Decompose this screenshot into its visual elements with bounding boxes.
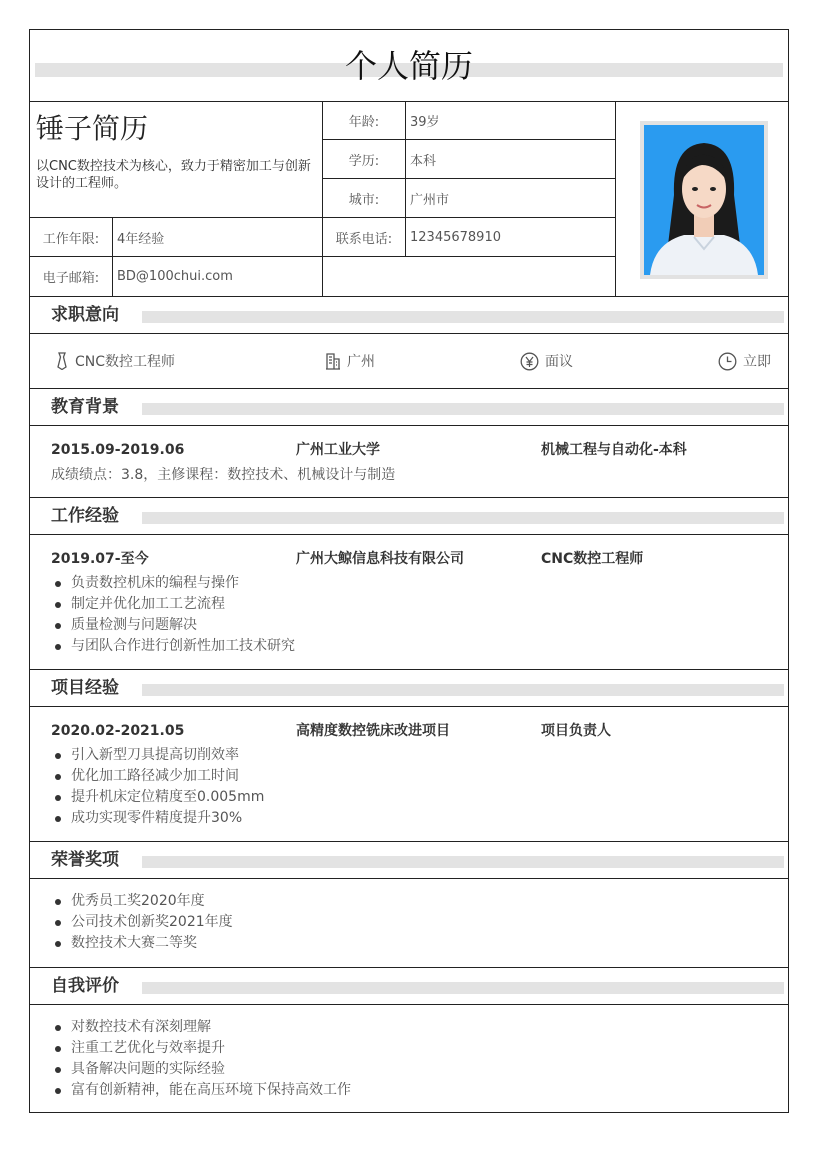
list-item: 注重工艺优化与效率提升 — [51, 1038, 351, 1059]
phone-label: 联系电话: — [323, 218, 406, 257]
intent-decor-bar — [142, 311, 784, 323]
self-items — [51, 1017, 351, 1101]
resume-name: 锤子简历 — [36, 112, 149, 145]
list-item: 提升机床定位精度至0.005mm — [51, 787, 264, 808]
page-title: 个人简历 — [344, 47, 473, 85]
email-label: 电子邮箱: — [30, 257, 113, 296]
age-value: 39岁 — [406, 101, 616, 140]
self-body — [30, 1005, 788, 1112]
project-items — [51, 745, 264, 829]
education-major: 机械工程与自动化-本科 — [541, 442, 687, 458]
list-item: 具备解决问题的实际经验 — [51, 1059, 351, 1080]
project-heading: 项目经验 — [51, 678, 119, 698]
yen-icon — [520, 352, 539, 371]
list-item: 质量检测与问题解决 — [51, 615, 295, 636]
education-school: 广州工业大学 — [296, 442, 380, 458]
work-duties — [51, 573, 295, 657]
honors-decor-bar — [142, 856, 784, 868]
profile-info — [30, 101, 788, 297]
list-item: 制定并优化加工工艺流程 — [51, 594, 295, 615]
work-role: CNC数控工程师 — [541, 551, 644, 567]
resume-sheet — [29, 29, 789, 1113]
intent-availability — [718, 351, 771, 371]
title-row — [30, 30, 788, 102]
clock-icon — [718, 352, 737, 371]
self-decor-bar — [142, 982, 784, 994]
education-section-header — [30, 388, 788, 426]
list-item: 富有创新精神，能在高压环境下保持高效工作 — [51, 1080, 351, 1101]
intent-heading: 求职意向 — [51, 305, 119, 325]
list-item: 引入新型刀具提高切削效率 — [51, 745, 264, 766]
honors-body — [30, 879, 788, 968]
building-icon — [325, 352, 341, 370]
intent-availability-text: 立即 — [743, 354, 771, 370]
city-label: 城市: — [323, 179, 406, 218]
intent-position-text: CNC数控工程师 — [75, 354, 176, 370]
tie-icon — [55, 352, 69, 370]
education-body — [30, 426, 788, 498]
project-decor-bar — [142, 684, 784, 696]
honors-section-header — [30, 841, 788, 879]
intent-section-header — [30, 296, 788, 334]
work-section-header — [30, 497, 788, 535]
empty-cell — [323, 257, 616, 296]
intent-city-text: 广州 — [347, 354, 375, 370]
city-value: 广州市 — [406, 179, 616, 218]
work-decor-bar — [142, 512, 784, 524]
honors-items — [51, 891, 233, 954]
name-cell — [30, 101, 323, 218]
list-item: 负责数控机床的编程与操作 — [51, 573, 295, 594]
project-body — [30, 707, 788, 842]
email-value: BD@100chui.com — [113, 257, 323, 296]
intent-salary-text: 面议 — [545, 354, 573, 370]
honors-heading: 荣誉奖项 — [51, 850, 119, 870]
list-item: 公司技术创新奖2021年度 — [51, 912, 233, 933]
project-period: 2020.02-2021.05 — [51, 723, 185, 739]
list-item: 对数控技术有深刻理解 — [51, 1017, 351, 1038]
list-item: 与团队合作进行创新性加工技术研究 — [51, 636, 295, 657]
photo-cell — [616, 101, 788, 296]
work-period: 2019.07-至今 — [51, 551, 149, 567]
project-name: 高精度数控铣床改进项目 — [296, 723, 450, 739]
education-period: 2015.09-2019.06 — [51, 442, 185, 458]
list-item: 成功实现零件精度提升30% — [51, 808, 264, 829]
edu-label: 学历: — [323, 140, 406, 179]
education-decor-bar — [142, 403, 784, 415]
work-body — [30, 535, 788, 670]
work-heading: 工作经验 — [51, 506, 119, 526]
years-label: 工作年限: — [30, 218, 113, 257]
intro-text: 以CNC数控技术为核心，致力于精密加工与创新设计的工程师。 — [36, 159, 311, 191]
avatar — [644, 125, 764, 275]
list-item: 优秀员工奖2020年度 — [51, 891, 233, 912]
self-heading: 自我评价 — [51, 976, 119, 996]
intent-position — [55, 351, 175, 371]
intent-row — [30, 334, 788, 389]
self-section-header — [30, 967, 788, 1005]
project-role: 项目负责人 — [541, 723, 611, 739]
edu-value: 本科 — [406, 140, 616, 179]
education-heading: 教育背景 — [51, 397, 119, 417]
years-value: 4年经验 — [113, 218, 323, 257]
photo-frame — [640, 121, 768, 279]
phone-value: 12345678910 — [406, 218, 616, 257]
intent-salary — [520, 351, 573, 371]
intent-city — [325, 351, 375, 371]
work-company: 广州大鲸信息科技有限公司 — [296, 551, 464, 567]
list-item: 数控技术大赛二等奖 — [51, 933, 233, 954]
list-item: 优化加工路径减少加工时间 — [51, 766, 264, 787]
project-section-header — [30, 669, 788, 707]
education-detail: 成绩绩点：3.8，主修课程：数控技术、机械设计与制造 — [51, 467, 396, 483]
age-label: 年龄: — [323, 101, 406, 140]
